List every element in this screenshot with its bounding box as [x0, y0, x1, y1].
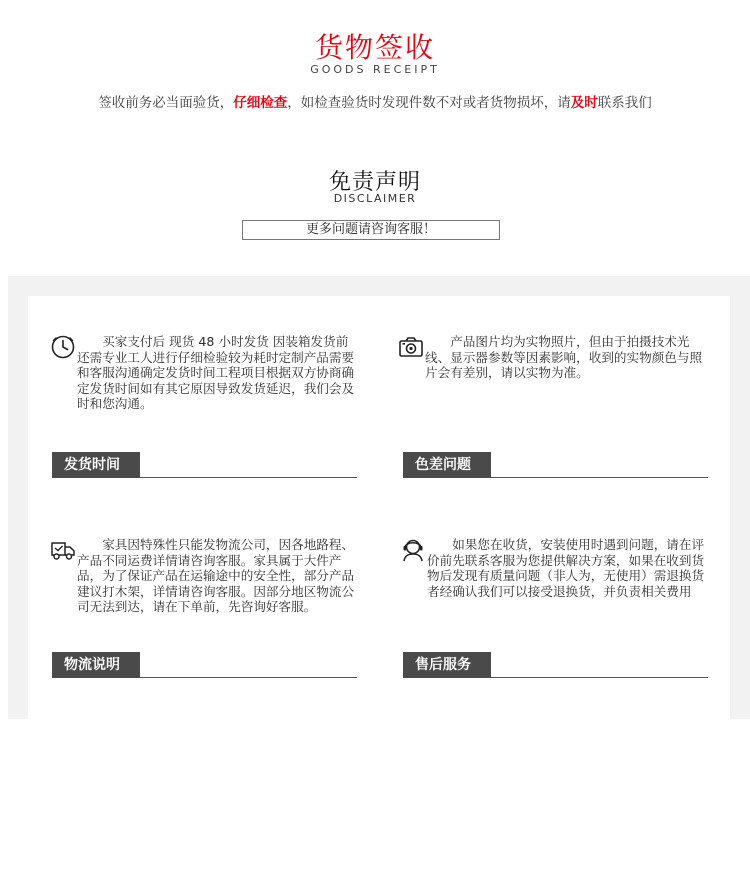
- receipt-note: [0, 91, 750, 111]
- receipt-note-part1: 签收前务必当面验货，: [98, 95, 234, 111]
- section-text: 产品图片均为实物照片，但由于拍摄技术光线、显示器参数等因素影响，收到的实物颜色与照片会有差别，请以实物为准。: [425, 334, 703, 380]
- label-tag: 售后服务: [403, 652, 491, 678]
- label-underline: [140, 477, 357, 478]
- label-color-difference: [403, 452, 708, 478]
- section-text: 如果您在收货，安装使用时遇到问题，请在评价前先联系客服为您提供解决方案，如果在收到货物后发现有质量问题（非人为，无使用）需退换货者经确认我们可以接受退换货，并负责相关费用: [427, 537, 705, 599]
- section-text: 买家支付后 现货 48 小时发货 因装箱发货前还需专业工人进行仔细检验较为耗时定制产品需要和客服沟通确定发货时间工程项目根据双方协商确定发货时间如有其它原因导致发货延迟，我们会及时和您沟通。: [77, 334, 355, 411]
- label-logistics: [52, 652, 357, 678]
- label-shipping-time: [52, 452, 357, 478]
- receipt-note-highlight2: 及时: [570, 95, 598, 111]
- label-after-sales: [403, 652, 708, 678]
- page-title: 货物签收: [314, 31, 435, 64]
- label-underline: [140, 677, 357, 678]
- receipt-note-highlight1: 仔细检查: [233, 95, 288, 111]
- label-tag: 发货时间: [52, 452, 140, 478]
- receipt-note-part2: ，如检查验货时发现件数不对或者货物损坏，请: [287, 95, 571, 111]
- page-subtitle: GOODS RECEIPT: [310, 63, 440, 76]
- receipt-note-part3: 联系我们: [597, 95, 652, 111]
- label-underline: [491, 677, 708, 678]
- label-tag: 色差问题: [403, 452, 491, 478]
- contact-service-banner: 更多问题请咨询客服！: [242, 220, 500, 240]
- section-text: 家具因特殊性只能发物流公司，因各地路程、产品不同运费详情请咨询客服。家具属于大件产品，为了保证产品在运输途中的安全性，部分产品建议打木架，详情请咨询客服。因部分地区物流公司无法到达，请在下单前，先咨询好客服。: [77, 537, 355, 614]
- disclaimer-title: 免责声明: [328, 170, 421, 195]
- camera-icon: [398, 334, 424, 360]
- label-tag: 物流说明: [52, 652, 140, 678]
- truck-icon: [50, 537, 76, 563]
- label-underline: [491, 477, 708, 478]
- disclaimer-subtitle: DISCLAIMER: [333, 192, 417, 205]
- clock-icon: [50, 334, 76, 360]
- customer-service-icon: [400, 537, 426, 563]
